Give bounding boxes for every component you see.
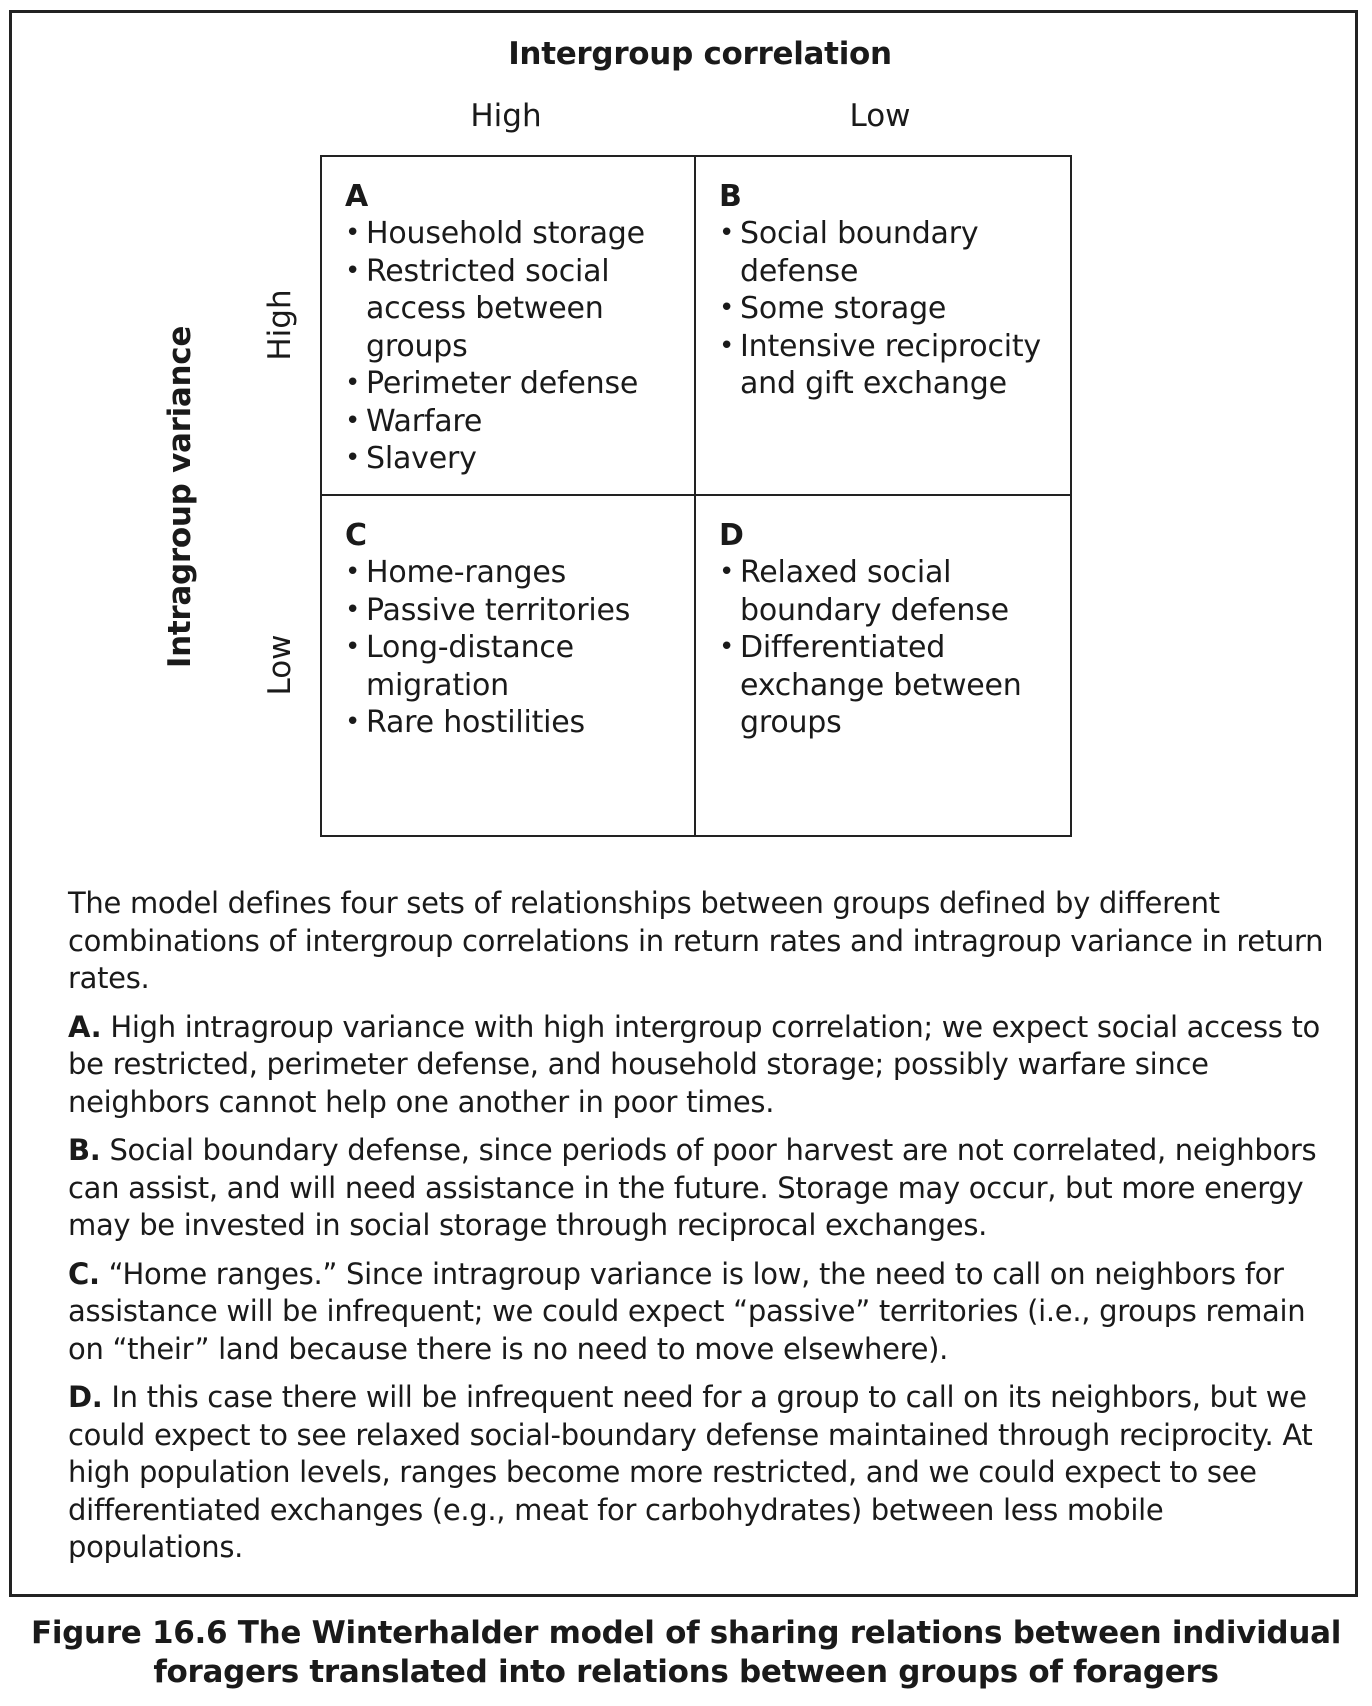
quadrant-b bbox=[696, 157, 1070, 496]
quadrant-letter: C bbox=[345, 518, 368, 553]
caption-line-2: foragers translated into relations between groups of foragers bbox=[153, 1654, 1219, 1690]
description-c bbox=[68, 1256, 1338, 1369]
list-item: • Social boundary defense bbox=[719, 215, 1060, 290]
column-label-low: Low bbox=[849, 98, 911, 134]
quadrant-list bbox=[345, 554, 684, 742]
figure-caption bbox=[0, 1614, 1372, 1692]
quadrant-a bbox=[322, 157, 696, 496]
quadrant-list bbox=[719, 554, 1060, 742]
description-c-lead: C. bbox=[68, 1256, 100, 1291]
row-label-high: High bbox=[262, 289, 298, 361]
quadrant-c bbox=[322, 496, 696, 835]
list-item: • Home-ranges bbox=[345, 554, 684, 592]
list-item: • Household storage bbox=[345, 215, 684, 253]
quadrant-grid bbox=[320, 155, 1072, 837]
description-b-text: Social boundary defense, since periods of poor harvest are not correlated, neighbors can assist, and will need assistance in the future. Storage may occur, but more energy may be invested in social storage through reciprocal exchanges. bbox=[68, 1133, 1317, 1242]
description-a-text: High intragroup variance with high intergroup correlation; we expect social access to be restricted, perimeter defense, and household storage; possibly warfare since neighbors cannot help one another in poor times. bbox=[68, 1009, 1321, 1119]
row-label-low: Low bbox=[262, 634, 298, 696]
list-item: • Rare hostilities bbox=[345, 704, 684, 742]
column-axis-title: Intergroup correlation bbox=[508, 36, 892, 72]
caption-line-1: Figure 16.6 The Winterhalder model of sharing relations between individual bbox=[30, 1615, 1342, 1651]
column-label-high: High bbox=[470, 98, 542, 134]
list-item: • Perimeter defense bbox=[345, 365, 684, 403]
quadrant-letter: B bbox=[719, 179, 742, 214]
list-item: • Intensive reciprocity and gift exchange bbox=[719, 328, 1060, 403]
quadrant-letter: D bbox=[719, 518, 744, 553]
list-item: • Passive territories bbox=[345, 592, 684, 630]
quadrant-list bbox=[719, 215, 1060, 403]
description-b-lead: B. bbox=[68, 1133, 101, 1167]
list-item: • Relaxed social boundary defense bbox=[719, 554, 1060, 629]
description-a bbox=[68, 1009, 1338, 1122]
description-d-text: In this case there will be infrequent need for a group to call on its neighbors, but we could expect to see relaxed social-boundary defense maintained through reciprocity. At high population levels, ranges become more restricted, and we could expect to see differentiated exchanges (e.g., meat for carbohydrates) between less mobile populations. bbox=[68, 1380, 1313, 1564]
row-axis-title: Intragroup variance bbox=[162, 325, 198, 669]
description bbox=[68, 885, 1338, 1578]
description-d-lead: D. bbox=[68, 1380, 103, 1414]
description-c-text: “Home ranges.” Since intragroup variance is low, the need to call on neighbors for assistance will be infrequent; we could expect “passive” territories (i.e., groups remain on “their” land because there is no need to move elsewhere). bbox=[68, 1256, 1306, 1366]
list-item: • Restricted social access between groups bbox=[345, 253, 684, 366]
description-intro: The model defines four sets of relationships between groups defined by different combinations of intergroup correlations in return rates and intragroup variance in return rates. bbox=[68, 886, 1324, 995]
list-item: • Slavery bbox=[345, 440, 684, 478]
description-d bbox=[68, 1379, 1338, 1567]
list-item: • Some storage bbox=[719, 290, 1060, 328]
quadrant-d bbox=[696, 496, 1070, 835]
list-item: • Long-distance migration bbox=[345, 629, 684, 704]
description-b bbox=[68, 1132, 1338, 1245]
quadrant-letter: A bbox=[345, 179, 369, 214]
list-item: • Differentiated exchange between groups bbox=[719, 629, 1060, 742]
description-a-lead: A. bbox=[68, 1009, 102, 1044]
quadrant-list bbox=[345, 215, 684, 478]
list-item: • Warfare bbox=[345, 403, 684, 441]
